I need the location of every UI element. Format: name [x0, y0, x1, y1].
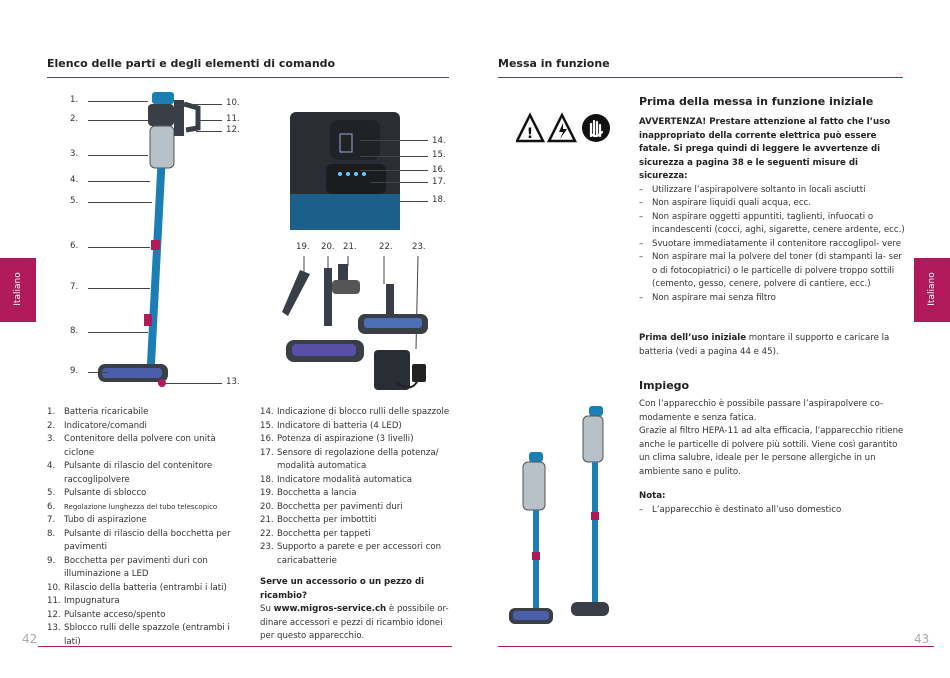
bullet-item: – Non aspirare mai senza filtro	[639, 292, 776, 303]
label-14: 14.	[432, 136, 446, 146]
label-5: 5.	[70, 196, 79, 206]
part-item-20: 20. Bocchetta per pavimenti duri	[260, 501, 403, 512]
part-item-1: 1. Batteria ricaricabile	[47, 407, 149, 417]
label-2: 2.	[70, 114, 79, 124]
part-item-5: 5. Pulsante di sblocco	[47, 488, 147, 498]
label-11: 11.	[226, 114, 240, 124]
label-8: 8.	[70, 326, 79, 336]
part-item-10: 10. Rilascio della batteria (entrambi i lati)	[47, 582, 227, 593]
label-12: 12.	[226, 125, 240, 135]
left-page-number: 42	[22, 632, 38, 646]
part-item-15: 15. Indicatore di batteria (4 LED)	[260, 420, 402, 431]
label-15: 15.	[432, 150, 446, 160]
right-main-text	[639, 95, 905, 517]
label-4: 4.	[70, 175, 79, 185]
part-item-6: 6. Regolazione lunghezza del tubo telescopico	[47, 501, 218, 512]
part-item-3: 3. Contenitore della polvere con unità ciclone	[47, 434, 216, 458]
accessory-question: Serve un accessorio o un pezzo di ricambio?	[260, 577, 425, 601]
subheading-impiego: Impiego	[639, 379, 690, 392]
leader-15	[360, 156, 428, 157]
part-item-16: 16. Potenza di aspirazione (3 livelli)	[260, 434, 414, 444]
warning-icons	[516, 112, 612, 146]
label-21: 21.	[343, 242, 357, 252]
nota-label: Nota:	[639, 491, 666, 501]
left-heading-rule	[47, 77, 449, 78]
leader-5	[88, 202, 152, 203]
bullet-item: – Non aspirare liquidi quali acqua, ecc.	[639, 198, 812, 208]
accessories-svg	[276, 254, 446, 400]
label-6: 6.	[70, 241, 79, 251]
leader-2	[88, 120, 148, 121]
right-heading: Messa in funzione	[498, 57, 610, 70]
part-item-19: 19. Bocchetta a lancia	[260, 488, 357, 498]
part-item-23: 23. Supporto a parete e per accessori con caricabatterie	[260, 542, 442, 566]
bullet-item: – Non aspirare oggetti appuntiti, taglienti, infuocati o incandescenti (cocci, aghi, sigarette, cenere ardente, ecc.)	[639, 211, 905, 235]
part-item-8: 8. Pulsante di rilascio della bocchetta per pavimenti	[47, 528, 231, 552]
leader-17	[370, 182, 428, 183]
impiego-paragraph-1: Con l’apparecchio è possibile passare l’aspirapolvere co- modamente e senza fatica.	[639, 399, 884, 423]
leader-14	[360, 140, 428, 141]
stop-hand-icon	[582, 114, 610, 142]
svg-text:!: !	[526, 126, 534, 142]
safety-bullets	[639, 184, 905, 306]
leader-6	[88, 247, 150, 248]
right-page-number: 43	[914, 632, 930, 646]
parts-list-col1	[47, 406, 242, 649]
part-item-11: 11. Impugnatura	[47, 596, 120, 606]
electric-shock-icon	[549, 115, 575, 141]
part-item-18: 18. Indicatore modalità automatica	[260, 474, 413, 485]
accessory-text: Su www.migros-service.ch è possibile or- dinare accessori e pezzi di ricambio idonei per questo apparecchio.	[260, 604, 449, 641]
leader-16	[360, 170, 428, 171]
vacuum-photo-illustration	[505, 402, 625, 632]
label-20: 20.	[321, 242, 335, 252]
part-item-4: 4. Pulsante di rilascio del contenitore raccoglipolvere	[47, 461, 213, 485]
left-footer-rule	[38, 646, 452, 647]
leader-9	[88, 372, 108, 373]
label-1: 1.	[70, 95, 79, 105]
label-19: 19.	[296, 242, 310, 252]
bullet-item: – Svuotare immediatamente il contenitore raccoglipol- vere	[639, 238, 901, 249]
leader-3	[88, 155, 148, 156]
leader-7	[88, 288, 150, 289]
part-item-14: 14. Indicazione di blocco rulli delle spazzole	[260, 407, 450, 417]
left-heading: Elenco delle parti e degli elementi di comando	[47, 57, 336, 70]
side-tab-left: Italiano	[0, 258, 36, 322]
right-heading-rule	[498, 77, 903, 78]
label-16: 16.	[432, 165, 446, 175]
leader-18	[400, 201, 428, 202]
leader-10	[176, 104, 222, 105]
parts-list-col2	[260, 406, 452, 644]
right-footer-rule	[498, 646, 934, 647]
leader-4	[88, 181, 150, 182]
part-item-7: 7. Tubo di aspirazione	[47, 515, 147, 525]
warning-text: AVVERTENZA! Prestare attenzione al fatto che l’uso inappropriato della corrente elettrica può essere fatale. Si prega quindi di leggere le avvertenze di sicurezza a pagina 38 e le seguenti misure di sicurezza:	[639, 117, 891, 181]
part-item-17: 17. Sensore di regolazione della potenza/ modalità automatica	[260, 447, 439, 471]
warning-triangle-icon	[517, 115, 543, 142]
leader-11	[196, 120, 222, 121]
first-use-paragraph: Prima dell’uso iniziale montare il supporto e caricare la batteria (vedi a pagina 44 e 45).	[639, 333, 890, 357]
label-7: 7.	[70, 282, 79, 292]
bullet-item: – Non aspirare mai la polvere del toner (di stampanti la- ser o di fotocopiatrici) o le particelle di polvere troppo sottili (cemento, gesso, cenere, polvere di cantiere, ecc.)	[639, 252, 902, 289]
vacuum-photo-pair	[505, 402, 625, 632]
label-13: 13.	[226, 377, 240, 387]
control-panel-illustration	[290, 112, 400, 230]
part-item-22: 22. Bocchetta per tappeti	[260, 528, 371, 539]
subheading-first-use: Prima della messa in funzione iniziale	[639, 95, 874, 108]
label-23: 23.	[412, 242, 426, 252]
leader-8	[88, 332, 148, 333]
side-tab-right: Italiano	[914, 258, 950, 322]
part-item-2: 2. Indicatore/comandi	[47, 420, 147, 431]
label-3: 3.	[70, 149, 79, 159]
label-9: 9.	[70, 366, 79, 376]
nota-item: – L’apparecchio è destinato all’uso domestico	[639, 504, 842, 515]
part-item-12: 12. Pulsante acceso/spento	[47, 609, 166, 620]
label-22: 22.	[379, 242, 393, 252]
bullet-item: – Utilizzare l’aspirapolvere soltanto in locali asciutti	[639, 184, 866, 195]
part-item-9: 9. Bocchetta per pavimenti duri con illuminazione a LED	[47, 555, 208, 579]
part-item-21: 21. Bocchetta per imbottiti	[260, 515, 377, 525]
part-item-13: 13. Sblocco rulli delle spazzole (entrambi i lati)	[47, 623, 230, 647]
label-18: 18.	[432, 195, 446, 205]
accessories-illustration	[276, 254, 446, 400]
label-10: 10.	[226, 98, 240, 108]
leader-12	[196, 131, 222, 132]
control-panel-photo	[290, 112, 400, 230]
service-link[interactable]: www.migros-service.ch	[273, 604, 387, 614]
leader-1	[88, 101, 148, 102]
leader-13	[166, 383, 222, 384]
label-17: 17.	[432, 177, 446, 187]
impiego-paragraph-2: Grazie al filtro HEPA-11 ad alta efficacia, l’apparecchio ritiene anche le particelle di polvere più sottili. Viene così garantito un clima salubre, ideale per le persone allergiche in un ambiente sano e pulito.	[639, 426, 904, 477]
